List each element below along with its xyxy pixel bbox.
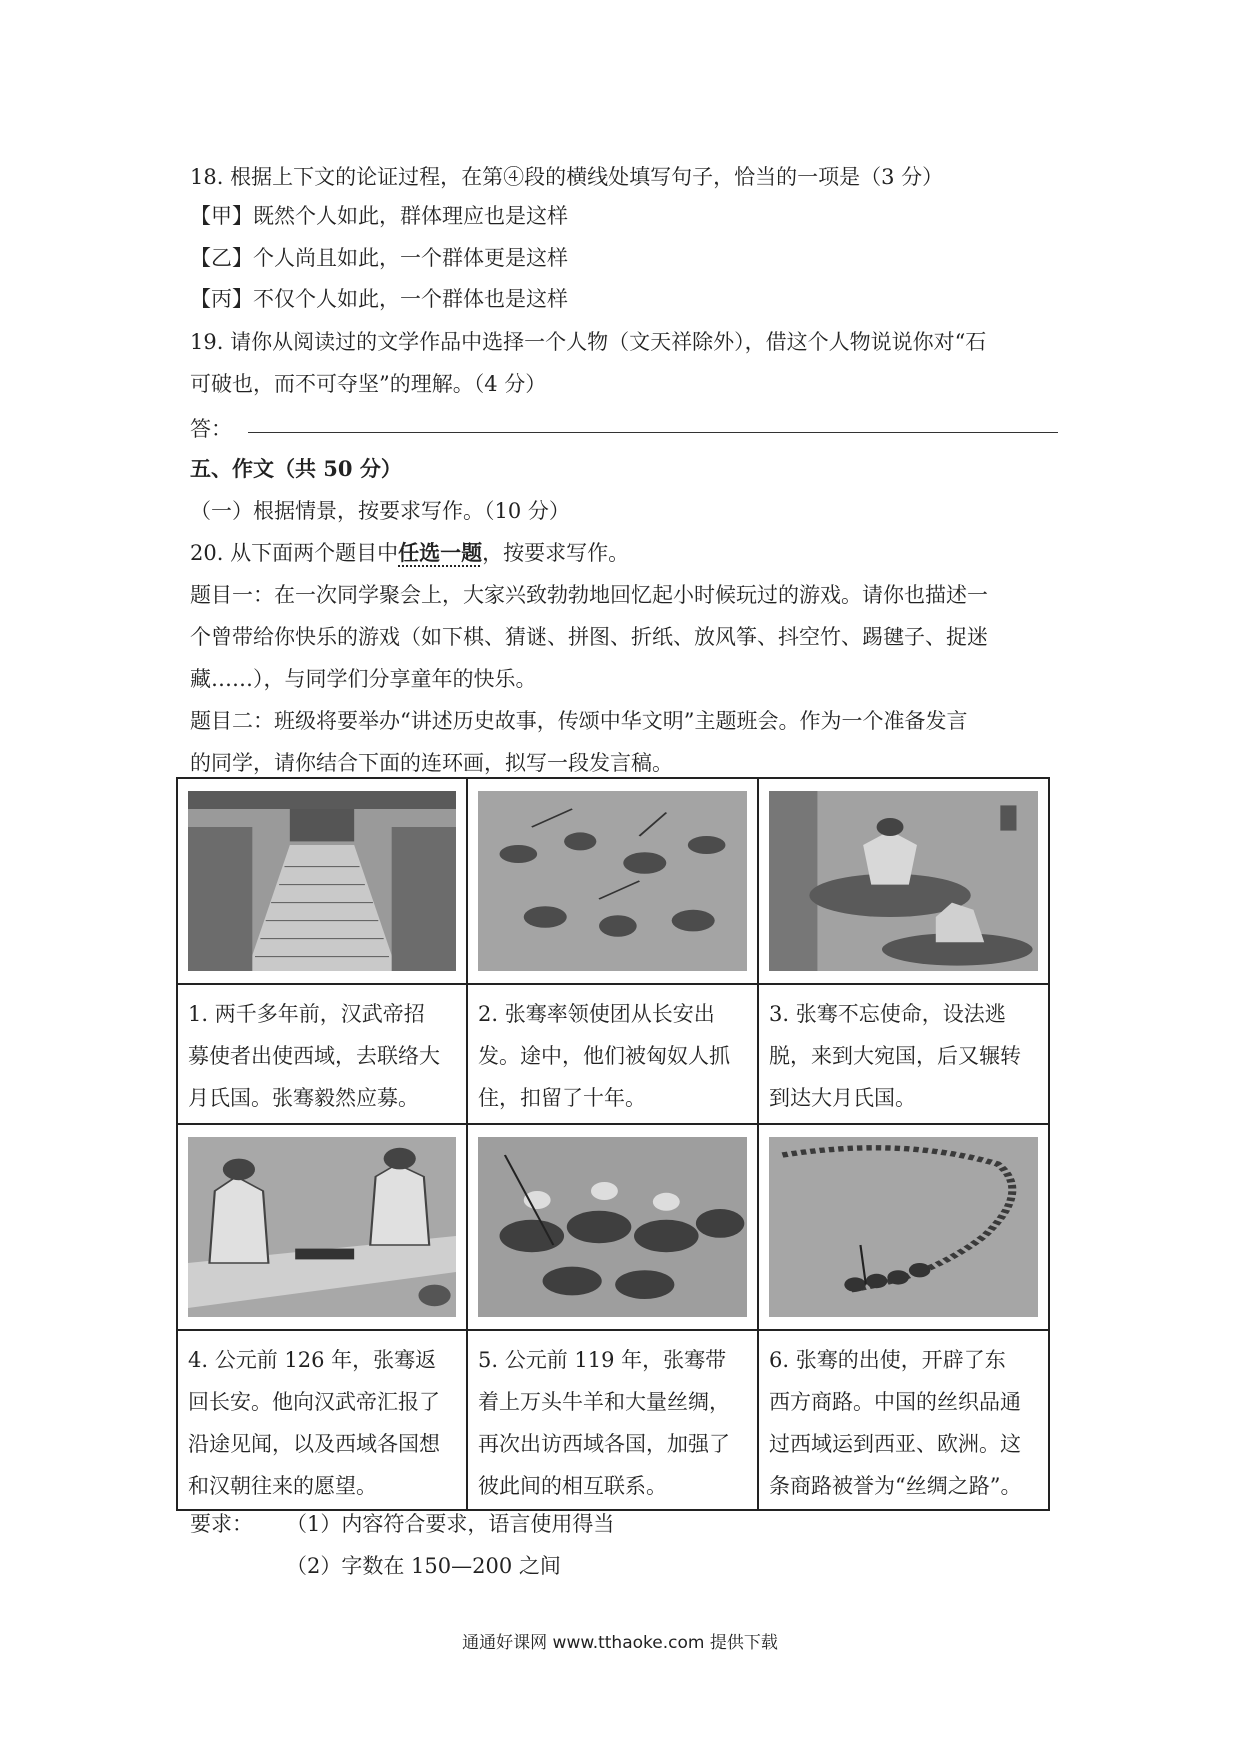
caption-6-line: 过西域运到西亚、欧洲。这 (769, 1432, 1021, 1456)
q19-answer-label: 答： (190, 417, 232, 441)
q18-option-a: 【甲】既然个人如此，群体理应也是这样 (190, 204, 568, 228)
emperor-report-image (188, 1137, 456, 1317)
q18-option-c: 【丙】不仅个人如此，一个群体也是这样 (190, 287, 568, 311)
comic-panel-2 (467, 778, 758, 984)
audience-kneeling-image (769, 791, 1038, 971)
caption-4-line: 回长安。他向汉武帝汇报了 (188, 1390, 440, 1414)
comic-panel-4 (177, 1124, 467, 1330)
caption-5-line: 5. 公元前 119 年，张骞带 (478, 1348, 727, 1372)
caption-2-line: 发。途中，他们被匈奴人抓 (478, 1044, 730, 1068)
comic-panel-5 (467, 1124, 758, 1330)
requirements-label: 要求： (190, 1512, 253, 1536)
topic1-line2: 个曾带给你快乐的游戏（如下棋、猜谜、拼图、折纸、放风筝、抖空竹、踢毽子、捉迷 (190, 625, 988, 649)
caption-4-line: 和汉朝往来的愿望。 (188, 1474, 377, 1498)
caption-6-line: 条商路被誉为“丝绸之路”。 (769, 1474, 1022, 1498)
comic-panel-6 (758, 1124, 1049, 1330)
q18-stem: 18. 根据上下文的论证过程，在第④段的横线处填写句子，恰当的一项是（3 分） (190, 165, 944, 189)
caption-4-line: 沿途见闻，以及西域各国想 (188, 1432, 440, 1456)
cavalry-capture-image (478, 791, 747, 971)
topic1-line1: 题目一：在一次同学聚会上，大家兴致勃勃地回忆起小时候玩过的游戏。请你也描述一 (190, 583, 988, 607)
caption-5-line: 再次出访西域各国，加强了 (478, 1432, 730, 1456)
palace-court-image (188, 791, 456, 971)
topic2-line1: 题目二：班级将要举办“讲述历史故事，传颂中华文明”主题班会。作为一个准备发言 (190, 709, 968, 733)
q20-emphasis: 任选一题 (398, 540, 483, 565)
caption-1-line: 月氏国。张骞毅然应募。 (188, 1086, 419, 1110)
comic-caption-2 (467, 984, 758, 1124)
caption-3-line: 到达大月氏国。 (769, 1086, 916, 1110)
q20-stem (190, 538, 629, 568)
caption-6-line: 西方商路。中国的丝织品通 (769, 1390, 1021, 1414)
caption-4-line: 4. 公元前 126 年，张骞返 (188, 1348, 437, 1372)
caption-1-line: 1. 两千多年前，汉武帝招 (188, 1002, 425, 1026)
caption-5-line: 着上万头牛羊和大量丝绸， (478, 1390, 730, 1414)
q18-option-b: 【乙】个人尚且如此，一个群体更是这样 (190, 246, 568, 270)
q19-stem-line2: 可破也，而不可夺坚”的理解。（4 分） (190, 372, 547, 396)
comic-caption-3 (758, 984, 1049, 1124)
comic-panel-1 (177, 778, 467, 984)
requirement-2: （2）字数在 150—200 之间 (286, 1554, 561, 1578)
requirement-1: （1）内容符合要求，语言使用得当 (286, 1512, 615, 1536)
caravan-route-image (769, 1137, 1038, 1317)
caption-3-line: 3. 张骞不忘使命，设法逃 (769, 1002, 1006, 1026)
comic-strip-table (176, 777, 1050, 1511)
topic1-line3: 藏……），与同学们分享童年的快乐。 (190, 667, 537, 691)
comic-panel-3 (758, 778, 1049, 984)
caption-6-line: 6. 张骞的出使，开辟了东 (769, 1348, 1006, 1372)
comic-caption-6 (758, 1330, 1049, 1510)
q19-stem-line1: 19. 请你从阅读过的文学作品中选择一个人物（文天祥除外），借这个人物说说你对“石 (190, 330, 987, 354)
topic2-line2: 的同学，请你结合下面的连环画，拟写一段发言稿。 (190, 751, 673, 775)
caption-5-line: 彼此间的相互联系。 (478, 1474, 667, 1498)
part1-heading: （一）根据情景，按要求写作。（10 分） (190, 499, 570, 523)
caption-2-line: 2. 张骞率领使团从长安出 (478, 1002, 715, 1026)
comic-caption-5 (467, 1330, 758, 1510)
section5-title: 五、作文（共 50 分） (190, 456, 402, 481)
horsemen-mission-image (478, 1137, 747, 1317)
caption-1-line: 募使者出使西域，去联络大 (188, 1044, 440, 1068)
q20-prefix: 20. 从下面两个题目中 (190, 541, 399, 565)
answer-blank-line (248, 432, 1058, 433)
comic-caption-4 (177, 1330, 467, 1510)
q20-suffix: ，按要求写作。 (482, 541, 630, 565)
caption-2-line: 住，扣留了十年。 (478, 1086, 646, 1110)
footer-watermark: 通通好课网 www.tthaoke.com 提供下载 (462, 1633, 778, 1653)
caption-3-line: 脱，来到大宛国，后又辗转 (769, 1044, 1021, 1068)
comic-caption-1 (177, 984, 467, 1124)
